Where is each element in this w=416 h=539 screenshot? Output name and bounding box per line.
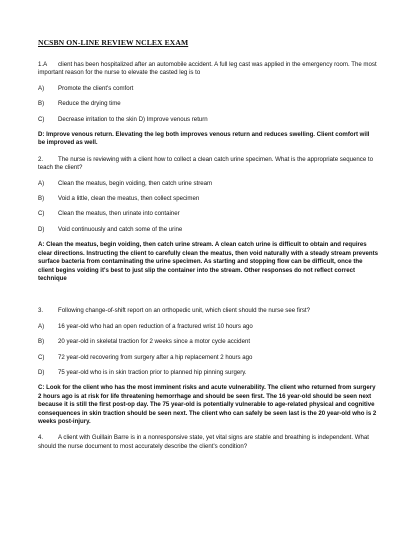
option-text: Promote the client's comfort <box>58 84 134 92</box>
option-text: Void continuously and catch some of the urine <box>58 225 183 233</box>
option-a <box>38 323 378 331</box>
option-text: 16 year-old who had an open reduction of a fractured wrist 10 hours ago <box>58 322 253 330</box>
option-d <box>38 226 378 234</box>
question-number: 2. <box>38 155 44 163</box>
option-c <box>38 116 378 124</box>
option-key: C) <box>38 115 45 123</box>
option-text: 72 year-old recovering from surgery after a hip replacement 2 hours ago <box>58 353 253 361</box>
option-text: Clean the meatus, then urinate into container <box>58 210 180 218</box>
question-number: 4. <box>38 434 44 442</box>
option-key: A) <box>38 322 45 330</box>
option-b <box>38 195 378 203</box>
question-1 <box>38 61 378 148</box>
option-text: 75 year-old who is in skin traction prior to planned hip pinning surgery. <box>58 368 247 376</box>
option-key: A) <box>38 84 45 92</box>
question-number: 3. <box>38 307 44 315</box>
question-stem <box>38 156 378 173</box>
question-3 <box>38 307 378 426</box>
option-text: Clean the meatus, begin voiding, then catch urine stream <box>58 179 213 187</box>
option-key: C) <box>38 210 45 218</box>
option-key: A) <box>38 179 45 187</box>
question-text: A client with Guillain Barre is in a nonresponsive state, yet vital signs are stable and breathing is independent. What should the nurse document to most accurately describe the client's condition? <box>38 434 369 450</box>
question-2 <box>38 156 378 283</box>
option-key: D) <box>38 368 45 376</box>
option-b <box>38 100 378 108</box>
option-text: 20 year-old in skeletal traction for 2 weeks since a motor cycle accident <box>58 338 251 346</box>
question-stem <box>38 434 378 451</box>
option-c <box>38 210 378 218</box>
option-a <box>38 180 378 188</box>
answer-explanation: D: Improve venous return. Elevating the leg both improves venous return and reduces swelling. Client comfort will be improved as well. <box>38 131 370 147</box>
question-stem <box>38 61 378 78</box>
option-d <box>38 369 378 377</box>
question-text: Following change-of-shift report on an orthopedic unit, which client should the nurse see first? <box>58 307 311 315</box>
option-key: D) <box>38 225 45 233</box>
option-b <box>38 338 378 346</box>
question-stem <box>38 307 378 315</box>
option-a <box>38 85 378 93</box>
option-key: B) <box>38 338 45 346</box>
question-number: 1.A <box>38 61 48 68</box>
document-title: NCSBN ON-LINE REVIEW NCLEX EXAM <box>38 38 189 47</box>
question-text: The nurse is reviewing with a client how to collect a clean catch urine specimen. What is the appropriate sequence to teach the client? <box>38 155 374 172</box>
question-text: client has been hospitalized after an automobile accident. A full leg cast was applied in the emergency room. The most important reason for the nurse to elevate the casted leg is to <box>38 61 377 77</box>
option-key: B) <box>38 100 45 108</box>
option-text: Void a little, clean the meatus, then collect specimen <box>58 195 200 203</box>
option-c <box>38 354 378 362</box>
question-4 <box>38 434 378 451</box>
option-text: Decrease irritation to the skin D) Improve venous return <box>58 115 208 123</box>
spacer <box>38 291 378 307</box>
answer-explanation: C: Look for the client who has the most imminent risks and acute vulnerability. The client who returned from surgery 2 hours ago is at risk for life threatening hemorrhage and should be seen first. The 16 year-old should be seen next because it is still the first post-op day. The 75 year-old is potentially vulnerable to age-related physical and cognitive consequences in skin traction should be seen next. The client who can safely be seen last is the 20 year-old who is 2 weeks post-injury. <box>38 384 377 425</box>
answer-explanation: A: Clean the meatus, begin voiding, then catch urine stream. A clean catch urine is difficult to obtain and requires clear directions. Instructing the client to carefully clean the meatus, then void naturally with a steady stream prevents surface bacteria from contaminating the urine specimen. As starting and stopping flow can be difficult, once the client begins voiding it's best to just slip the container into the stream. Other responses do not reflect correct technique <box>38 241 378 282</box>
option-key: B) <box>38 195 45 203</box>
option-key: C) <box>38 353 45 361</box>
option-text: Reduce the drying time <box>58 100 121 108</box>
